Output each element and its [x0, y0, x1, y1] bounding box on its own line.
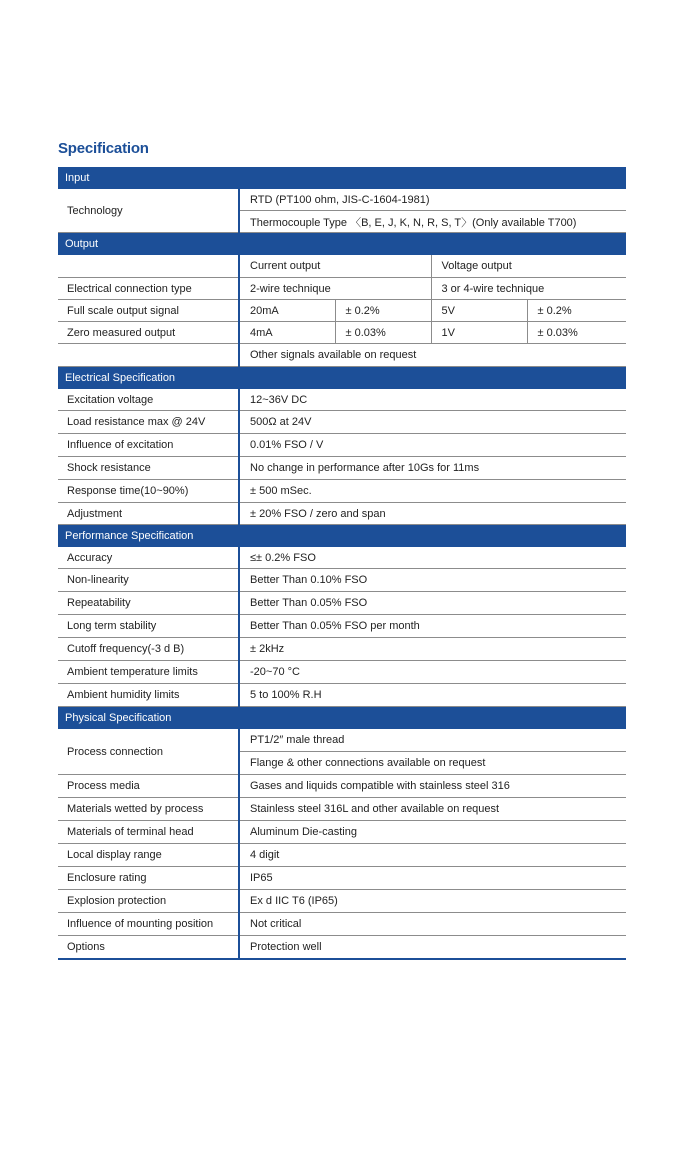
table-row: [58, 344, 626, 367]
table-row: [58, 547, 626, 569]
table-row: [58, 890, 626, 913]
row-label: Zero measured output: [58, 322, 239, 344]
table-row: [58, 684, 626, 707]
page-title: Specification: [58, 140, 149, 157]
voltage-value: 5V: [431, 300, 527, 322]
table-row: [58, 913, 626, 936]
table-row: [58, 798, 626, 821]
current-value: 4mA: [239, 322, 335, 344]
row-label: Ambient temperature limits: [58, 661, 239, 684]
table-row: [58, 278, 626, 300]
row-value: Better Than 0.05% FSO: [239, 592, 626, 615]
row-label: Repeatability: [58, 592, 239, 615]
row-value: IP65: [239, 867, 626, 890]
row-value: 4 digit: [239, 844, 626, 867]
row-value: ≤± 0.2% FSO: [239, 547, 626, 569]
table-row: [58, 844, 626, 867]
section-header-performance: [58, 525, 626, 547]
voltage-value: 3 or 4-wire technique: [431, 278, 626, 300]
row-value: Better Than 0.10% FSO: [239, 569, 626, 592]
table-row: [58, 480, 626, 503]
current-value: 2-wire technique: [239, 278, 431, 300]
table-row: [58, 775, 626, 798]
row-value: ± 2kHz: [239, 638, 626, 661]
row-label: Non-linearity: [58, 569, 239, 592]
row-label: Full scale output signal: [58, 300, 239, 322]
section-title: Electrical Specification: [58, 367, 626, 389]
row-label: Process media: [58, 775, 239, 798]
section-header-input: [58, 167, 626, 189]
row-value: 12~36V DC: [239, 389, 626, 411]
section-title: Output: [58, 233, 626, 255]
row-label: Influence of excitation: [58, 434, 239, 457]
row-label: Process connection: [58, 729, 239, 775]
row-value: Better Than 0.05% FSO per month: [239, 615, 626, 638]
table-row: [58, 615, 626, 638]
table-row: [58, 457, 626, 480]
row-label: Cutoff frequency(-3 d B): [58, 638, 239, 661]
section-title: Input: [58, 167, 626, 189]
section-header-output: [58, 233, 626, 255]
row-value: ± 20% FSO / zero and span: [239, 503, 626, 525]
row-label: Materials wetted by process: [58, 798, 239, 821]
section-header-physical: [58, 707, 626, 729]
table-row: [58, 638, 626, 661]
table-row: [58, 729, 626, 752]
table-row: [58, 389, 626, 411]
row-value: Flange & other connections available on request: [239, 752, 626, 775]
section-title: Physical Specification: [58, 707, 626, 729]
table-row: [58, 411, 626, 434]
row-value: RTD (PT100 ohm, JIS-C-1604-1981): [239, 189, 626, 211]
current-value: 20mA: [239, 300, 335, 322]
row-label: Response time(10~90%): [58, 480, 239, 503]
column-header-voltage: Voltage output: [431, 255, 626, 278]
row-label: Influence of mounting position: [58, 913, 239, 936]
section-header-electrical: [58, 367, 626, 389]
table-row: [58, 936, 626, 960]
row-value: Aluminum Die-casting: [239, 821, 626, 844]
row-label: Materials of terminal head: [58, 821, 239, 844]
row-label: Technology: [58, 189, 239, 233]
row-label: Load resistance max @ 24V: [58, 411, 239, 434]
row-value: No change in performance after 10Gs for 11ms: [239, 457, 626, 480]
row-value: ± 500 mSec.: [239, 480, 626, 503]
current-tolerance: ± 0.2%: [335, 300, 431, 322]
row-value: 0.01% FSO / V: [239, 434, 626, 457]
row-label: Options: [58, 936, 239, 960]
table-row: [58, 255, 626, 278]
row-label: [58, 255, 239, 278]
row-label: Accuracy: [58, 547, 239, 569]
row-value: Gases and liquids compatible with stainless steel 316: [239, 775, 626, 798]
table-row: [58, 569, 626, 592]
table-row: [58, 503, 626, 525]
row-label: Shock resistance: [58, 457, 239, 480]
voltage-value: 1V: [431, 322, 527, 344]
table-row: [58, 434, 626, 457]
row-value: Stainless steel 316L and other available on request: [239, 798, 626, 821]
table-row: [58, 300, 626, 322]
row-label: Excitation voltage: [58, 389, 239, 411]
row-value: Thermocouple Type 〈B, E, J, K, N, R, S, T〉(Only available T700): [239, 211, 626, 233]
specification-table: [58, 167, 626, 960]
row-label: [58, 344, 239, 367]
row-label: Electrical connection type: [58, 278, 239, 300]
table-row: [58, 189, 626, 211]
row-label: Long term stability: [58, 615, 239, 638]
row-value: Ex d IIC T6 (IP65): [239, 890, 626, 913]
row-value: Protection well: [239, 936, 626, 960]
section-title: Performance Specification: [58, 525, 626, 547]
voltage-tolerance: ± 0.2%: [527, 300, 626, 322]
row-value: PT1/2″ male thread: [239, 729, 626, 752]
row-value: 5 to 100% R.H: [239, 684, 626, 707]
table-row: [58, 867, 626, 890]
table-row: [58, 592, 626, 615]
row-value: 500Ω at 24V: [239, 411, 626, 434]
output-note: Other signals available on request: [239, 344, 626, 367]
row-label: Adjustment: [58, 503, 239, 525]
current-tolerance: ± 0.03%: [335, 322, 431, 344]
table-row: [58, 322, 626, 344]
column-header-current: Current output: [239, 255, 431, 278]
row-value: -20~70 °C: [239, 661, 626, 684]
voltage-tolerance: ± 0.03%: [527, 322, 626, 344]
row-label: Enclosure rating: [58, 867, 239, 890]
table-row: [58, 821, 626, 844]
row-label: Explosion protection: [58, 890, 239, 913]
row-value: Not critical: [239, 913, 626, 936]
table-row: [58, 661, 626, 684]
row-label: Ambient humidity limits: [58, 684, 239, 707]
row-label: Local display range: [58, 844, 239, 867]
